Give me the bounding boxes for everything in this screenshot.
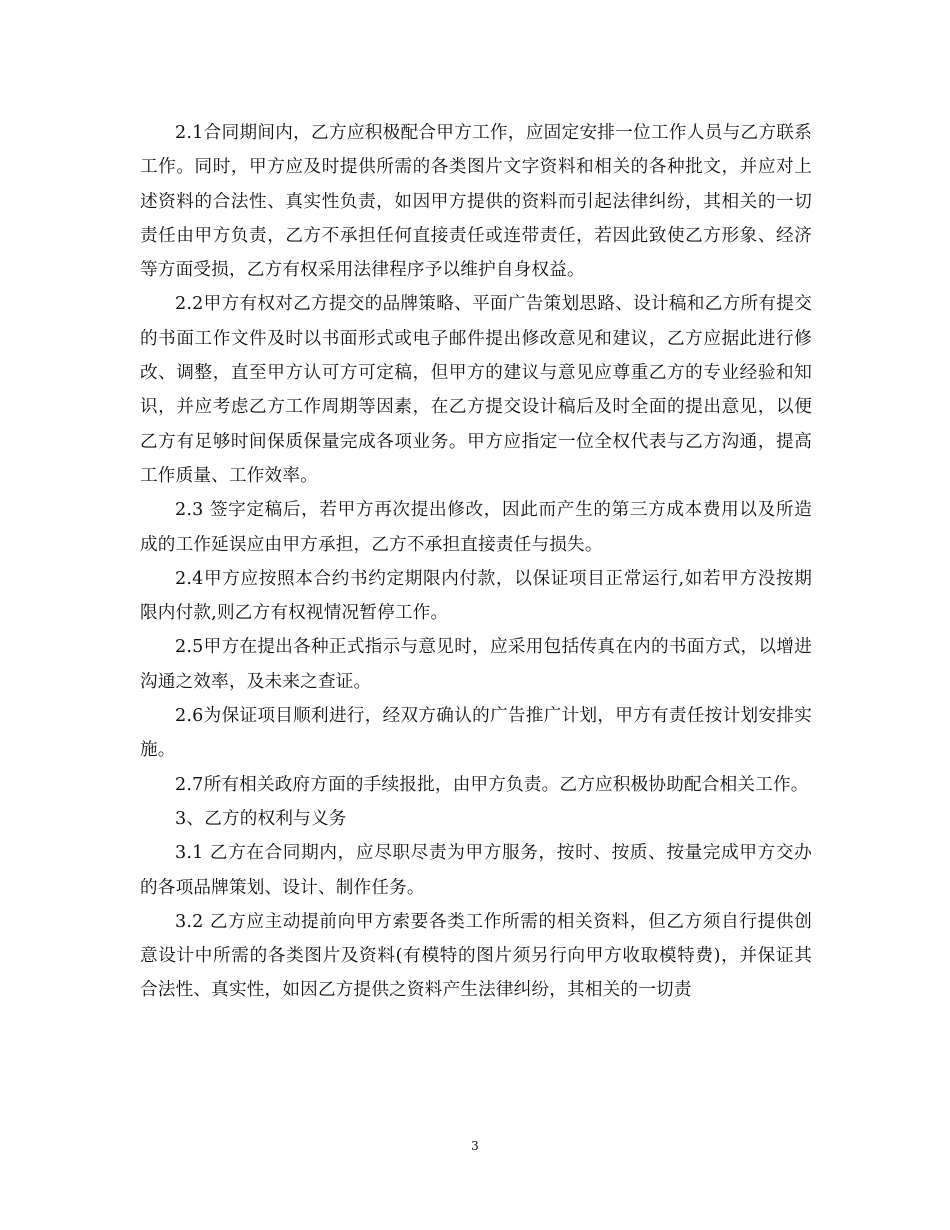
clause-3-2-paragraph: 3.2 乙方应主动提前向甲方索要各类工作所需的相关资料，但乙方须自行提供创意设计中所需的各类图片及资料(有模特的图片须另行向甲方收取模特费)，并保证其合法性、真实性，如因乙方提供之资料产生法律纠纷，其相关的一切责 [140,911,812,1001]
clause-2-4-paragraph: 2.4甲方应按照本合约书约定期限内付款，以保证项目正常运行,如若甲方没按期限内付款,则乙方有权视情况暂停工作。 [140,568,812,624]
clause-2-6-paragraph: 2.6为保证项目顺利进行，经双方确认的广告推广计划，甲方有责任按计划安排实施。 [140,706,812,761]
document-body [140,116,812,1008]
clause-2-5-paragraph: 2.5甲方在提出各种正式指示与意见时，应采用包括传真在内的书面方式，以增进沟通之效率，及未来之查证。 [140,637,812,692]
clause-3-1-paragraph: 3.1 乙方在合同期内，应尽职尽责为甲方服务，按时、按质、按量完成甲方交办的各项品牌策划、设计、制作任务。 [140,843,812,898]
page-number: 3 [471,1139,479,1153]
clause-2-3-paragraph: 2.3 签字定稿后，若甲方再次提出修改，因此而产生的第三方成本费用以及所造成的工作延误应由甲方承担，乙方不承担直接责任与损失。 [140,500,812,555]
clause-2-7-paragraph: 2.7所有相关政府方面的手续报批，由甲方负责。乙方应积极协助配合相关工作。 [175,774,809,795]
clause-2-2-paragraph: 2.2甲方有权对乙方提交的品牌策略、平面广告策划思路、设计稿和乙方所有提交的书面工作文件及时以书面形式或电子邮件提出修改意见和建议，乙方应据此进行修改、调整，直至甲方认可方可定稿，但甲方的建议与意见应尊重乙方的专业经验和知识，并应考虑乙方工作周期等因素，在乙方提交设计稿后及时全面的提出意见，以便乙方有足够时间保质保量完成各项业务。甲方应指定一位全权代表与乙方沟通，提高工作质量、工作效率。 [140,294,812,486]
clause-2-1-paragraph: 2.1合同期间内，乙方应积极配合甲方工作，应固定安排一位工作人员与乙方联系工作。同时，甲方应及时提供所需的各类图片文字资料和相关的各种批文，并应对上述资料的合法性、真实性负责，如因甲方提供的资料而引起法律纠纷，其相关的一切责任由甲方负责，乙方不承担任何直接责任或连带责任，若因此致使乙方形象、经济等方面受损，乙方有权采用法律程序予以维护自身权益。 [140,123,812,281]
section-3-heading: 3、乙方的权利与义务 [175,808,347,829]
